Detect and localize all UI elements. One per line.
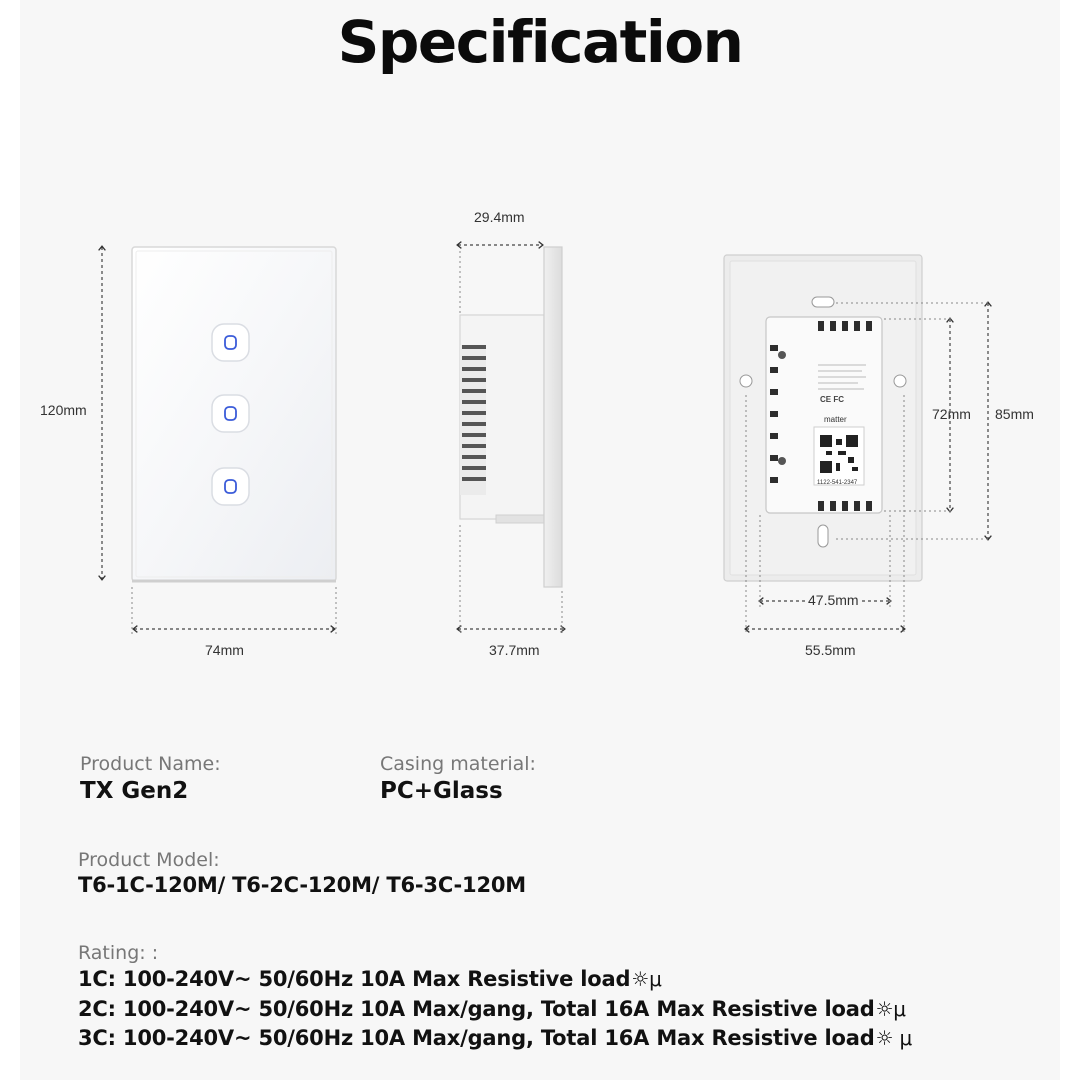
dimension-figures [0, 195, 1080, 675]
product-drawings [0, 195, 1080, 675]
touch-button-3 [212, 468, 249, 505]
product-model-label: Product Model: [78, 849, 220, 871]
front-height-label: 120mm [40, 402, 87, 418]
rating-label: Rating: : [78, 942, 159, 964]
rating-line-2c-suffix: ☼μ [875, 997, 906, 1021]
rating-line-1c-text: 1C: 100-240V~ 50/60Hz 10A Max Resistive load [78, 967, 631, 991]
back-outer-width-label: 55.5mm [805, 642, 856, 658]
back-inner-width-label: 47.5mm [808, 592, 859, 608]
rating-line-1c [78, 967, 662, 991]
rating-line-3c [78, 1026, 912, 1050]
side-depth-top-label: 29.4mm [474, 209, 525, 225]
rating-line-2c [78, 997, 906, 1021]
cert-marks: CE FC [820, 395, 844, 404]
rating-line-1c-suffix: ☼μ [631, 967, 662, 991]
back-outer-height-label: 85mm [995, 406, 1034, 422]
side-view [458, 245, 564, 635]
casing-material-label: Casing material: [380, 753, 536, 775]
back-inner-height-label: 72mm [932, 406, 971, 422]
side-depth-bottom-label: 37.7mm [489, 642, 540, 658]
front-width-label: 74mm [205, 642, 244, 658]
rating-line-3c-suffix: ☼ μ [875, 1026, 912, 1050]
matter-logo-text: matter [824, 415, 847, 424]
touch-button-2 [212, 395, 249, 432]
product-model-value: T6-1C-120M/ T6-2C-120M/ T6-3C-120M [78, 873, 526, 897]
page-title: Specification [337, 8, 743, 76]
qr-code-number: 1122-541-2347 [817, 480, 858, 486]
touch-button-1 [212, 324, 249, 361]
back-view [724, 255, 990, 635]
casing-material-value: PC+Glass [380, 778, 503, 804]
front-view [102, 247, 336, 635]
rating-line-3c-text: 3C: 100-240V~ 50/60Hz 10A Max/gang, Total 16A Max Resistive load [78, 1026, 875, 1050]
rating-line-2c-text: 2C: 100-240V~ 50/60Hz 10A Max/gang, Total 16A Max Resistive load [78, 997, 875, 1021]
product-name-value: TX Gen2 [80, 778, 189, 804]
product-name-label: Product Name: [80, 753, 221, 775]
